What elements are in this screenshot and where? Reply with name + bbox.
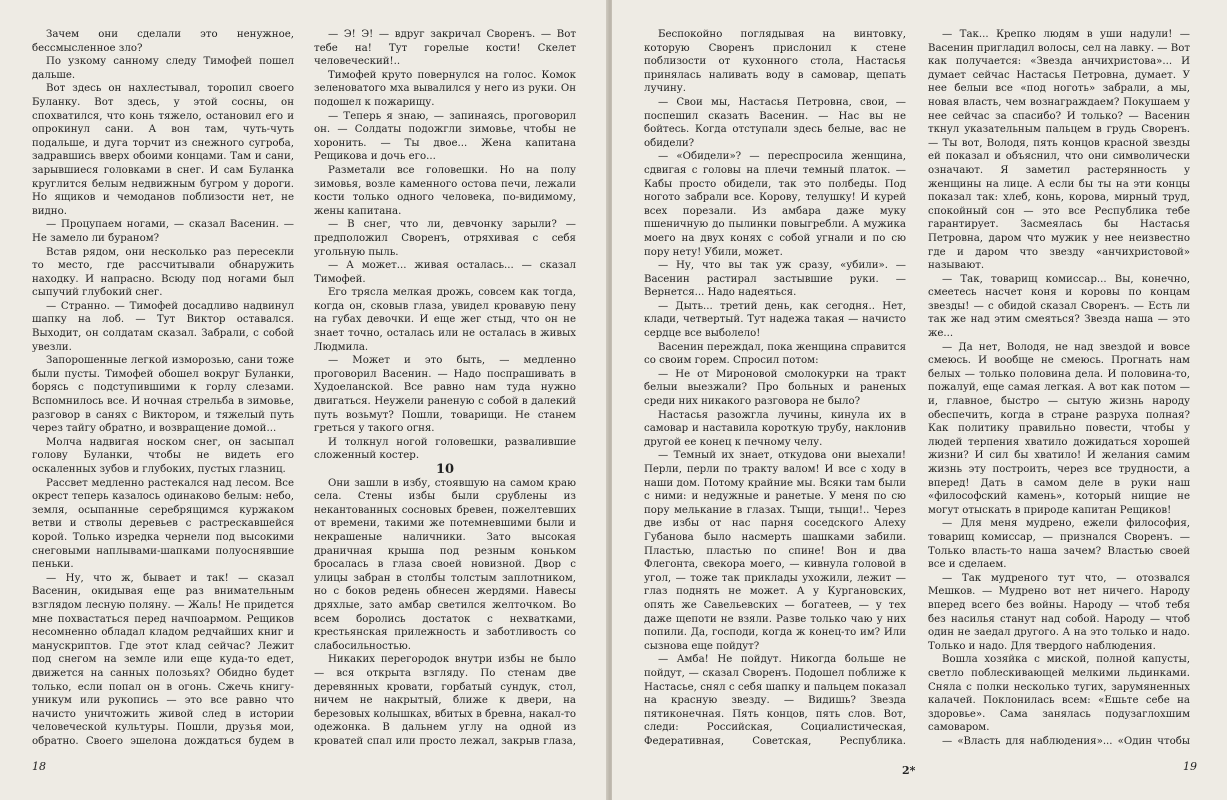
left-column-2-top [314,28,576,463]
chapter-number: 10 [435,462,455,477]
paragraph: Вот здесь он нахлестывал, торопил своего Буланку. Вот здесь, у этой сосны, он спохватился, что конь тяжело, остановил его и опрокинул сани. А вон там, чуть-чуть подальше, и дуга торчит из снежного сугроба, задравшись вверх обоими концами. Там и сани, зарывшиеся головками в снег. И сам Буланка круглится белым недвижным бугром у дороги. Но ящиков и чемоданов поблизости нет, не видно. [32,83,294,217]
paragraph: — Так мудреного тут что, — отозвался Мешков. — Мудрено вот нет ничего. Народу вперед всего без войны. Народу — чтоб тебя без насилья станут над собой. Народу — чтоб один не заедал другого. А на это только и надо. Только и надо. Для твердого наблюдения. [928,572,1190,652]
paragraph: Его трясла мелкая дрожь, совсем как тогда, когда он, сковыв глаза, увидел кровавую пену на губах девочки. И еще жег стыд, что он не знает точно, осталась или не осталась в живых Людмила. [314,287,576,353]
left-page [0,0,608,800]
paragraph: Тимофей круто повернулся на голос. Комок зеленоватого мха вывалился у него из руки. Он подошел к пожарищу. [314,69,576,108]
paragraph: — Свои мы, Настасья Петровна, свои, — поспешил сказать Васенин. — Нас вы не бойтесь. Когда отступали здесь белые, вас не обидели? [644,96,906,149]
left-column-1 [32,28,294,748]
paragraph: Зачем они сделали это ненужное, бессмысленное зло? [32,29,294,54]
paragraph: — Процупаем ногами, — сказал Васенин. — Не замело ли бураном? [32,219,294,244]
paragraph: — Дыть... третий день, как сегодня.. Нет, клади, четвертый. Тут надежа такая — начисто сердце все выболело! [644,300,906,340]
paragraph: — Не от Мироновой смолокурки на тракт белыи выезжали? Про больных и раненых среди них никакого разговора не было? [644,368,906,408]
paragraph: По узкому санному следу Тимофей пошел дальше. [32,56,294,81]
paragraph: — Да нет, Володя, не над звездой и вовсе смеюсь. И вообще не смеюсь. Прогнать нам белых — только половина дела. И половина-то, пожалуй, еще самая легкая. А вот как потом — и, главное, быстро — сытую жизнь народу обеспечить, когда в стране разруха полная? Как политику правильно повести, чтобы у людей терпения хватило дожидаться хорошей жизни? И сил бы хватило! И желания самим жизнь эту построить, через все трудности, а вперед! Дать в самом деле в руки наш «философский камень», который нищие не могут отыскать в природе капитан Рещиков! [928,341,1190,516]
page-number-right: 19 [1183,760,1197,773]
paragraph: — Так, товарищ комиссар... Вы, конечно, смеетесь насчет коня и коровы по концам звезды! — с обидой сказал Своренъ. — Есть ли так же над этим смеяться? Звезда наша — это же... [928,273,1190,340]
paragraph: Васенин переждал, пока женщина справится со своим горем. Спросил потом: [644,341,906,367]
paragraph: — Теперь я знаю, — запинаясь, проговорил он. — Солдаты подожгли зимовье, чтобы не хоронить. — Ты двое... Жена капитана Рещикова и дочь его... [314,110,576,163]
left-column-2-bottom [314,477,576,748]
paragraph: Запорошенные легкой изморозью, сани тоже были пусты. Тимофей обошел вокруг Буланки, борясь с подступившими к горлу слезами. Вспомнилось все. И ночная стрельба в зимовье, разговор в санях с Виктором, и тяжелый путь через тайгу обратно, и возвращение домой... [32,355,294,435]
paragraph: — Темный их знает, откудова они выехали! Перли, перли по тракту валом! И все с ходу в наши дом. Потому крайние мы. Всяки там были с ними: и недужные и ранетые. У меня по сю пору мелькание в глазах. Тыщи, тыщи!.. Через две избы от нас парня соседского Алеху Губанова было насмерть шашками забили. Пластью, пластью по спине! Вон и два Флегонта, свекора моего, — кивнула головой в угол, — тоже так приклады ухожили, лежит — глаз поднять не может. А у Кургановских, опять же Савельевских — богатеев, — у тех даже щепоти не взяли. Разве только чаю у них попили. Да, господи, когда ж конец-то им? Или сызнова еще пойдут? [644,450,906,652]
paragraph: Никаких перегородок внутри избы не было — вся открыта взгляду. По стенам две деревянных кровати, горбатый сундук, стол, ничем не накрытый, ближе к двери, на березовых колышках, вбитых в бревна, накал-то одежонка. В дальнем углу на одной из кроватей спал или просто лежал, закрыв глаза, [314,654,576,747]
paragraph: — Амба! Не пойдут. Никогда больше не пойдут, — сказал Своренъ. Подошел поближе к Настасье, снял с себя шапку и пальцем показал на красную звезду. — Видишь? Звезда пятиконечная. Пять концов, пять слов. Вот, следи: Российская, Социалистическая, Федеративная, Советская, Республика. [644,654,906,747]
paragraph: — Странно. — Тимофей досадливо надвинул шапку на лоб. — Тут Виктор оставался. Выходит, он солдатам сказал. Забрали, с собой увезли. [32,300,294,353]
page-number-left: 18 [32,760,46,773]
paragraph: Беспокойно поглядывая на винтовку, которую Своренъ прислонил к стене поблизости от кухонного стола, Настасья принялась наливать воду в самовар, щепать лучину. [644,29,906,95]
paragraph: — Так... Крепко людям в уши надули! — Васенин пригладил волосы, сел на лавку. — Вот как получается: «Звезда анчихристова»... И думает сейчас Настасья Петровна, думает. У нее белыи все «под ноготь» забрали, а мы, новая власть, чем вознаграждаем? Покушаем у нее сейчас за спасибо? И только? — Васенин ткнул указательным пальцем в грудь Своренъ. — Ты вот, Володя, пять концов красной звезды ей показал и объяснил, что они символически означают. Я заметил растерянность у женщины на лице. А если бы ты на эти концы показал так: хлеб, конь, корова, мирный труд, спокойный сон — это все Республика тебе гарантирует. Засмеялась бы Настасья Петровна, даром что мужик у нее неизвестно где и даром что звезду «анчихристовой» называют. [928,29,1190,272]
right-column-1 [644,28,906,748]
paragraph: — «Обидели»? — переспросила женщина, сдвигая с головы на плечи темный платок. — Кабы просто обидели, так это полбеды. Под ногото забрали все. Корову, телушку! И курей всех порезали. Из амбара даже муку пшеничную до пылинки повыгребли. А мужика моего на двух конях с собой угнали и по сю пору нету! Убили, может. [644,151,906,258]
paragraph: — В снег, что ли, девчонку зарыли? — предположил Своренъ, отряхивая с себя угольную пыль. [314,219,576,258]
left-column-2 [314,28,576,748]
paragraph: — Ну, что вы так уж сразу, «убили». — Васенин растирал застывшие руки. — Вернется... Надо надеяться. [644,260,906,299]
right-column-2 [928,28,1190,748]
paragraph: — Э! Э! — вдруг закричал Своренъ. — Вот тебе на! Тут горелые кости! Скелет человеческий!.. [314,29,576,68]
paragraph: — Может и это быть, — медленно проговорил Васенин. — Надо поспрашивать в Худоеланской. Все равно нам туда нужно двигаться. Неужели раненую с собой в далекий путь возьмут? Пошли, товарищи. Не станем греться у такого огня. [314,355,576,435]
paragraph: Рассвет медленно растекался над лесом. Все окрест теперь казалось одинаково белым: небо, земля, осыпанные серебрящимся куржаком ветви и стволы деревьев с растрескавшейся корой. Только изредка чернели под высокими снеговыми наплывами-шапками полуоснявшие пеньки. [32,477,294,571]
paragraph: И толкнул ногой головешки, развалившие сложенный костер. [314,436,576,462]
paragraph: Вошла хозяйка с миской, полной капусты, светло поблескивающей мелкими льдинками. Сняла с полки несколько тугих, зарумяненных калачей. Поклонилась всем: «Ешьте себе на здоровье». Сама занялась подузаглохшим самоваром. [928,654,1190,734]
paragraph: Молча надвигая носком снег, он засыпал голову Буланки, чтобы не видеть его оскаленных зубов и глубоких, пустых глазниц. [32,436,294,475]
paragraph: Настасья разожгла лучины, кинула их в самовар и наставила короткую трубу, наклонив другой ее конец к печному челу. [644,409,906,448]
paragraph: Они зашли в избу, стоявшую на самом краю села. Стены избы были срублены из некантованных сосновых бревен, пожелтевших от времени, такими же потемневшими были и некрашеные наличники. Зато высокая драничная крыша под резным коньком бросалась в глаза своей новизной. Двор с улицы забран в столбы толстым заплотником, но с боков редень обнесен жердями. Навесы дряхлые, зато амбар светился желточком. Во всем боролись достаток с нехватками, крестьянская прилежность и заботливость со слабосильностью. [314,477,576,652]
paragraph: — Для меня мудрено, ежели философия, товарищ комиссар, — признался Своренъ. — Только власть-то наша зачем? Властью своей все и сделаем. [928,518,1190,571]
right-page [612,0,1227,800]
paragraph: Встав рядом, они несколько раз пересекли то место, где рассчитывали обнаружить находку. И напрасно. Всюду под ногами был сыпучий глубокий снег. [32,246,294,299]
paragraph: — Ну, что ж, бывает и так! — сказал Васенин, окидывая еще раз внимательным взглядом лесную поляну. — Жаль! Не придется мне похвастаться перед начпоармом. Рещиков несомненно обладал кладом редчайших книг и манускриптов. Где этот клад сейчас? Лежит под снегом на земле или еще куда-то едет, движется на санных полозьях? Обидно будет только, если попал он в огонь. Сжечь книгу-уникум или рукопись — это все равно что начисто уничтожить живой след в истории человеческой культуры. Пошли, друзья мои, обратно. Своего эшелона дождаться будем в [32,572,294,747]
signature-mark: 2* [902,764,916,777]
paragraph: — А может... живая осталась... — сказал Тимофей. [314,260,576,285]
paragraph: — «Власть для наблюдения»... «Один чтобы [942,735,1190,747]
paragraph: Разметали все головешки. Но на полу зимовья, возле каменного остова печи, лежали кости только одного человека, по-видимому, жены капитана. [314,164,576,217]
